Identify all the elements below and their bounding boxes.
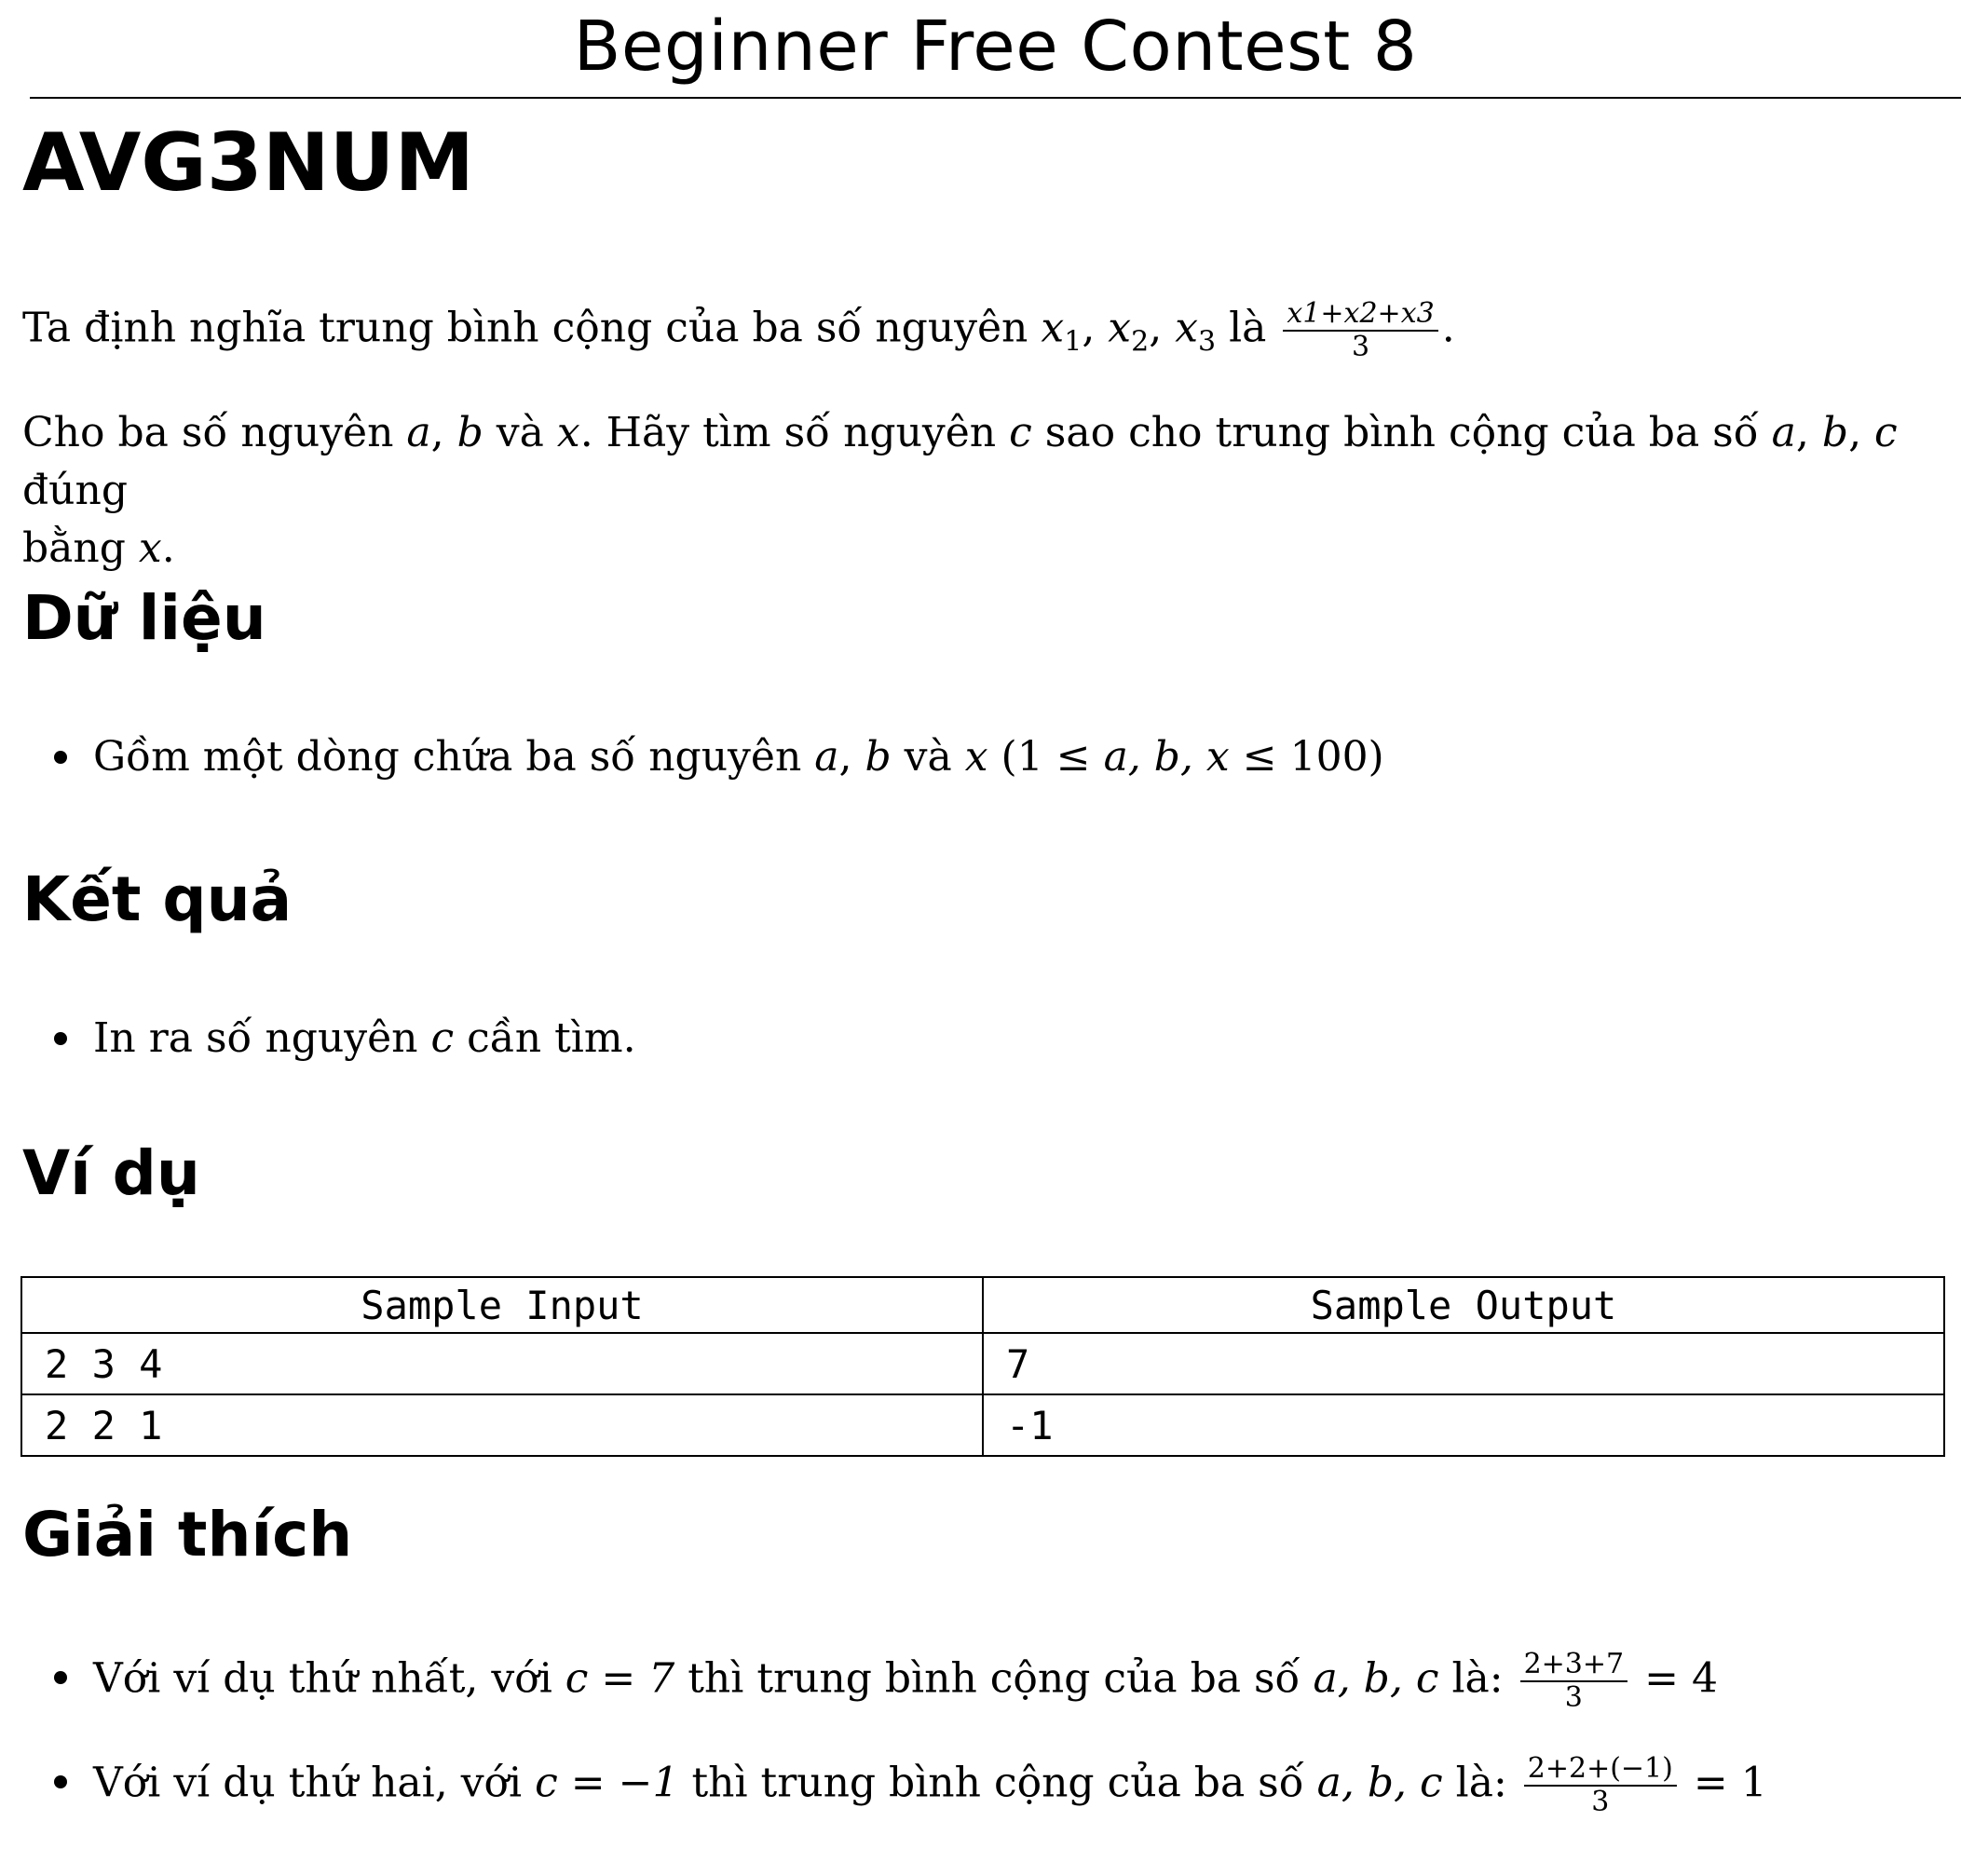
statement-text: bằng — [22, 524, 139, 572]
fraction-numerator: 2+2+(−1) — [1524, 1753, 1677, 1787]
col-sample-input: Sample Input — [21, 1277, 983, 1333]
header-divider — [30, 97, 1961, 99]
math-subscript: 2 — [1131, 325, 1150, 359]
constraint-vars: a, b, x — [1103, 733, 1230, 781]
explanation-bullet-1 — [93, 1649, 1947, 1714]
sample-input-cell: 2 2 1 — [21, 1394, 983, 1456]
bullet-text: In ra số nguyên — [93, 1014, 431, 1062]
separator: , — [1149, 304, 1176, 352]
sample-input-cell: 2 3 4 — [21, 1333, 983, 1394]
bullet-icon — [54, 1775, 67, 1788]
table-header-row — [21, 1277, 1944, 1333]
math-var: x — [1108, 304, 1132, 352]
math-var: x — [1041, 304, 1065, 352]
math-var: b — [865, 733, 892, 781]
separator: , — [1848, 409, 1875, 456]
separator: , — [838, 733, 865, 781]
fraction-denominator: 3 — [1591, 1786, 1610, 1818]
constraint-open: (1 ≤ — [987, 733, 1104, 781]
fraction-result: = 1 — [1680, 1759, 1767, 1807]
fraction-numerator: 2+3+7 — [1520, 1649, 1628, 1682]
math-var: x — [138, 524, 162, 572]
contest-title: Beginner Free Contest 8 — [573, 7, 1418, 87]
fraction-denominator: 3 — [1352, 331, 1370, 363]
math-vars: a, b, c — [1316, 1759, 1443, 1807]
bullet-text: là: — [1442, 1759, 1520, 1807]
fraction-denominator: 3 — [1564, 1681, 1583, 1714]
bullet-text: cần tìm. — [454, 1014, 636, 1062]
bullet-text: Với ví dụ thứ nhất, với — [93, 1654, 565, 1703]
math-var: b — [1821, 409, 1849, 456]
statement-text: Cho ba số nguyên — [22, 409, 407, 456]
examples-heading: Ví dụ — [22, 1137, 200, 1209]
bullet-text: thì trung bình cộng của ba số — [674, 1654, 1314, 1703]
math-equation: c = 7 — [565, 1654, 675, 1703]
output-heading: Kết quả — [22, 863, 293, 935]
math-var: x — [964, 733, 988, 781]
statement-text: . — [161, 524, 175, 572]
problem-code-title: AVG3NUM — [22, 116, 475, 210]
input-heading: Dữ liệu — [22, 582, 266, 654]
fraction-numerator: x1+x2+x3 — [1283, 298, 1437, 332]
average-fraction — [1283, 298, 1437, 363]
bullet-text: và — [891, 733, 965, 781]
sample-output-cell: -1 — [983, 1394, 1944, 1456]
explanation-heading: Giải thích — [22, 1499, 353, 1570]
sample-output-cell: 7 — [983, 1333, 1944, 1394]
math-var: x — [556, 409, 580, 456]
table-row — [21, 1333, 1944, 1394]
math-var: x — [1175, 304, 1199, 352]
statement-paragraph-2 — [22, 404, 1951, 578]
bullet-text: thì trung bình cộng của ba số — [678, 1759, 1317, 1807]
bullet-icon — [54, 1671, 67, 1684]
example-fraction — [1520, 1649, 1628, 1714]
math-var: c — [430, 1014, 455, 1062]
statement-text: . Hãy tìm số nguyên — [579, 409, 1010, 456]
math-var: c — [1009, 409, 1032, 456]
math-var: a — [406, 409, 431, 456]
bullet-icon — [54, 751, 67, 764]
table-row — [21, 1394, 1944, 1456]
input-bullet — [93, 728, 1947, 786]
col-sample-output: Sample Output — [983, 1277, 1944, 1333]
separator: , — [1082, 304, 1109, 352]
bullet-text: Với ví dụ thứ hai, với — [93, 1759, 536, 1807]
bullet-text: Gồm một dòng chứa ba số nguyên — [93, 733, 815, 781]
math-var: a — [814, 733, 839, 781]
math-vars: a, b, c — [1313, 1654, 1439, 1703]
explanation-bullet-2 — [93, 1753, 1947, 1818]
math-var: c — [1874, 409, 1898, 456]
fraction-result: = 4 — [1631, 1654, 1718, 1703]
statement-text: là — [1216, 304, 1280, 352]
statement-text: sao cho trung bình cộng của ba số — [1031, 409, 1772, 456]
statement-text: và — [483, 409, 557, 456]
samples-table — [20, 1276, 1945, 1457]
separator: , — [1795, 409, 1822, 456]
bullet-text: là: — [1438, 1654, 1517, 1703]
statement-paragraph-1 — [22, 298, 1951, 372]
math-subscript: 1 — [1064, 325, 1083, 359]
statement-text: Ta định nghĩa trung bình cộng của ba số nguyên — [22, 304, 1042, 352]
math-var: a — [1771, 409, 1796, 456]
math-subscript: 3 — [1198, 325, 1217, 359]
separator: , — [430, 409, 457, 456]
math-var: b — [456, 409, 483, 456]
output-bullet — [93, 1010, 1947, 1067]
constraint-close: ≤ 100) — [1229, 733, 1384, 781]
example-fraction — [1524, 1753, 1677, 1818]
bullet-icon — [54, 1032, 67, 1045]
math-equation: c = −1 — [535, 1759, 679, 1807]
statement-text: . — [1441, 304, 1455, 352]
statement-text: đúng — [22, 467, 129, 514]
